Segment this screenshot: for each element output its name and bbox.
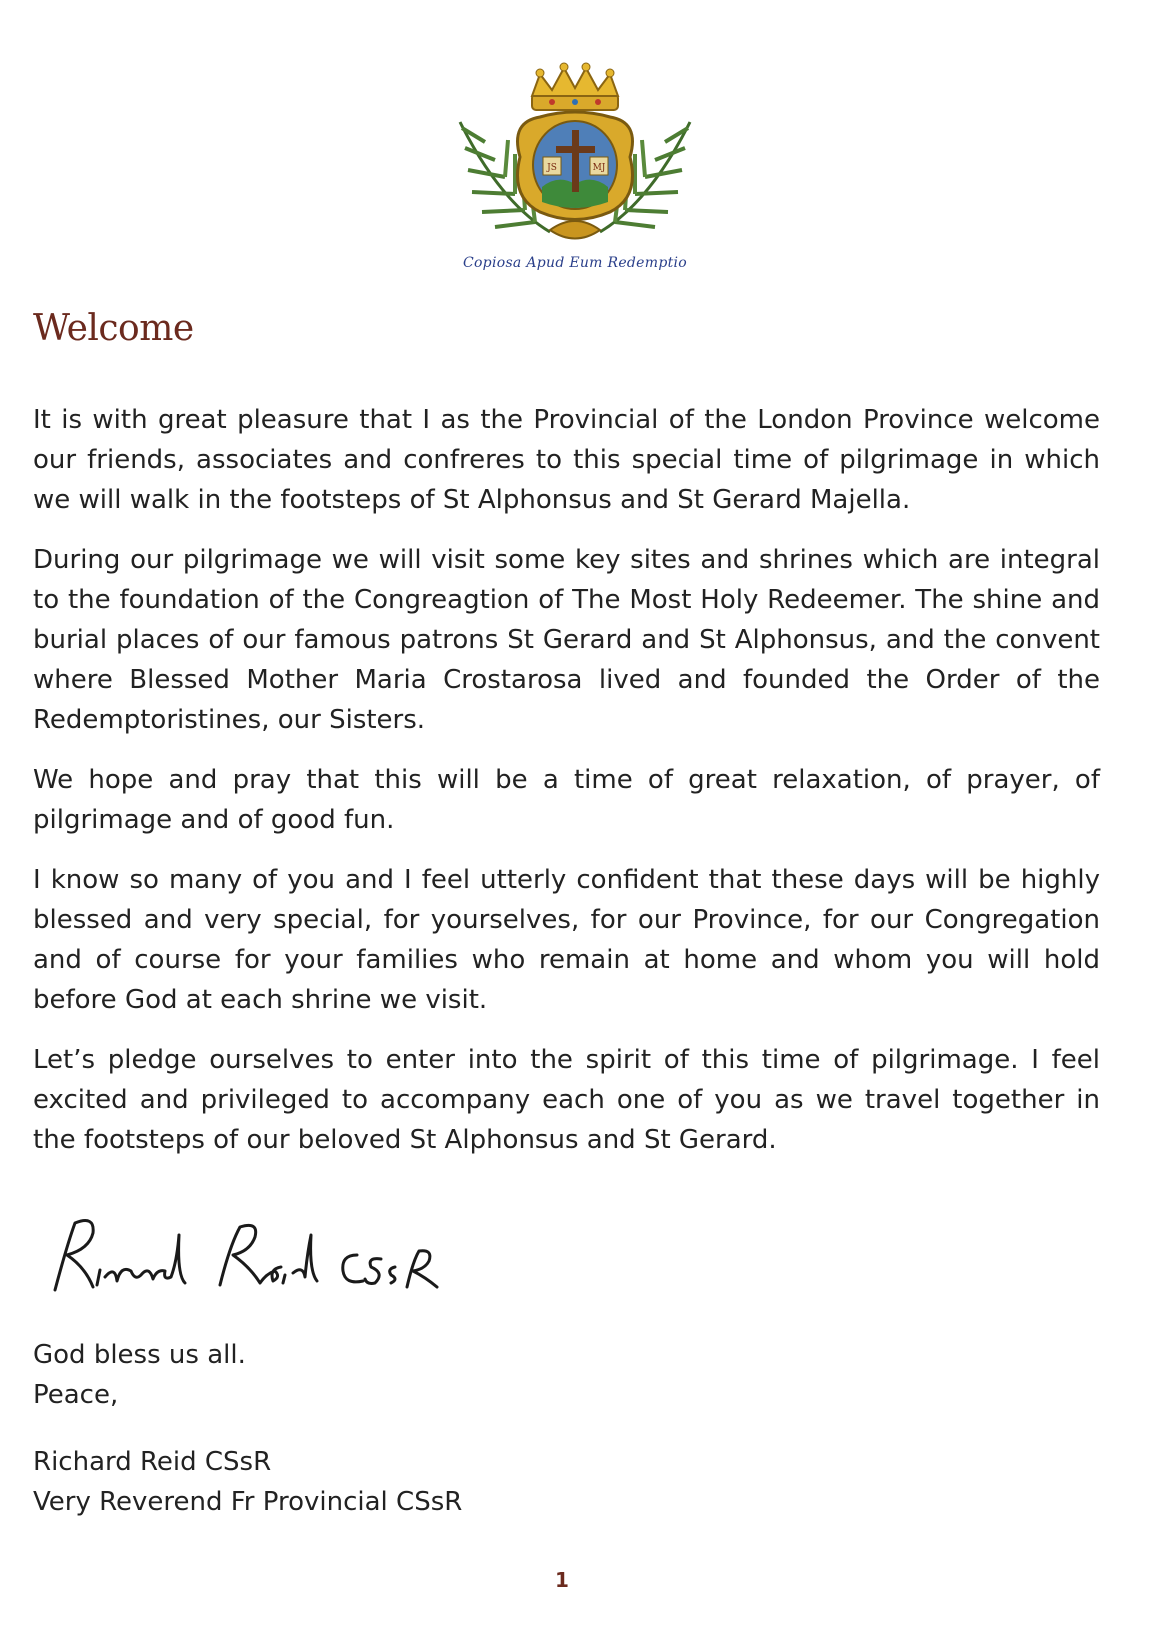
crown [532,63,618,110]
shield-cartouche [518,112,633,220]
letter-title: Welcome [33,308,194,349]
closing-peace: Peace, [33,1380,119,1410]
page-number: 1 [555,1568,569,1592]
closing-lines [33,1335,246,1415]
paragraph: Let’s pledge ourselves to enter into the spirit of this time of pilgrimage. I feel excited and privileged to accompany each one of you as we travel together in the footsteps of our beloved St Alphonsus and St Gerard. [33,1045,1100,1155]
signoff-block [33,1442,462,1522]
paragraph: We hope and pray that this will be a time of great relaxation, of prayer, of pilgrimage and of good fun. [33,765,1100,835]
crest-motto: Copiosa Apud Eum Redemptio [462,255,688,271]
signer-position: Very Reverend Fr Provincial CSsR [33,1487,463,1517]
redemptorist-crest-icon [440,62,710,252]
closing-blessing: God bless us all. [33,1340,246,1370]
signer-name: Richard Reid CSsR [33,1447,272,1477]
letter-body [33,400,1100,1180]
paragraph: I know so many of you and I feel utterly confident that these days will be highly blessed and very special, for yourselves, for our Province, for our Congregation and of course for your families who remain at home and whom you will hold before God at each shrine we visit. [33,865,1100,1015]
monogram-left: JS [547,163,557,173]
paragraph: It is with great pleasure that I as the Provincial of the London Province welcome our friends, associates and confreres to this special time of pilgrimage in which we will walk in the footsteps of St Alphonsus and St Gerard Majella. [33,405,1100,515]
paragraph: During our pilgrimage we will visit some key sites and shrines which are integral to the foundation of the Congreagtion of The Most Holy Redeemer. The shine and burial places of our famous patrons St Gerard and St Alphonsus, and the convent where Blessed Mother Maria Crostarosa lived and founded the Order of the Redemptoristines, our Sisters. [33,545,1100,735]
handwritten-signature [45,1215,445,1300]
monogram-right: MJ [592,163,606,173]
